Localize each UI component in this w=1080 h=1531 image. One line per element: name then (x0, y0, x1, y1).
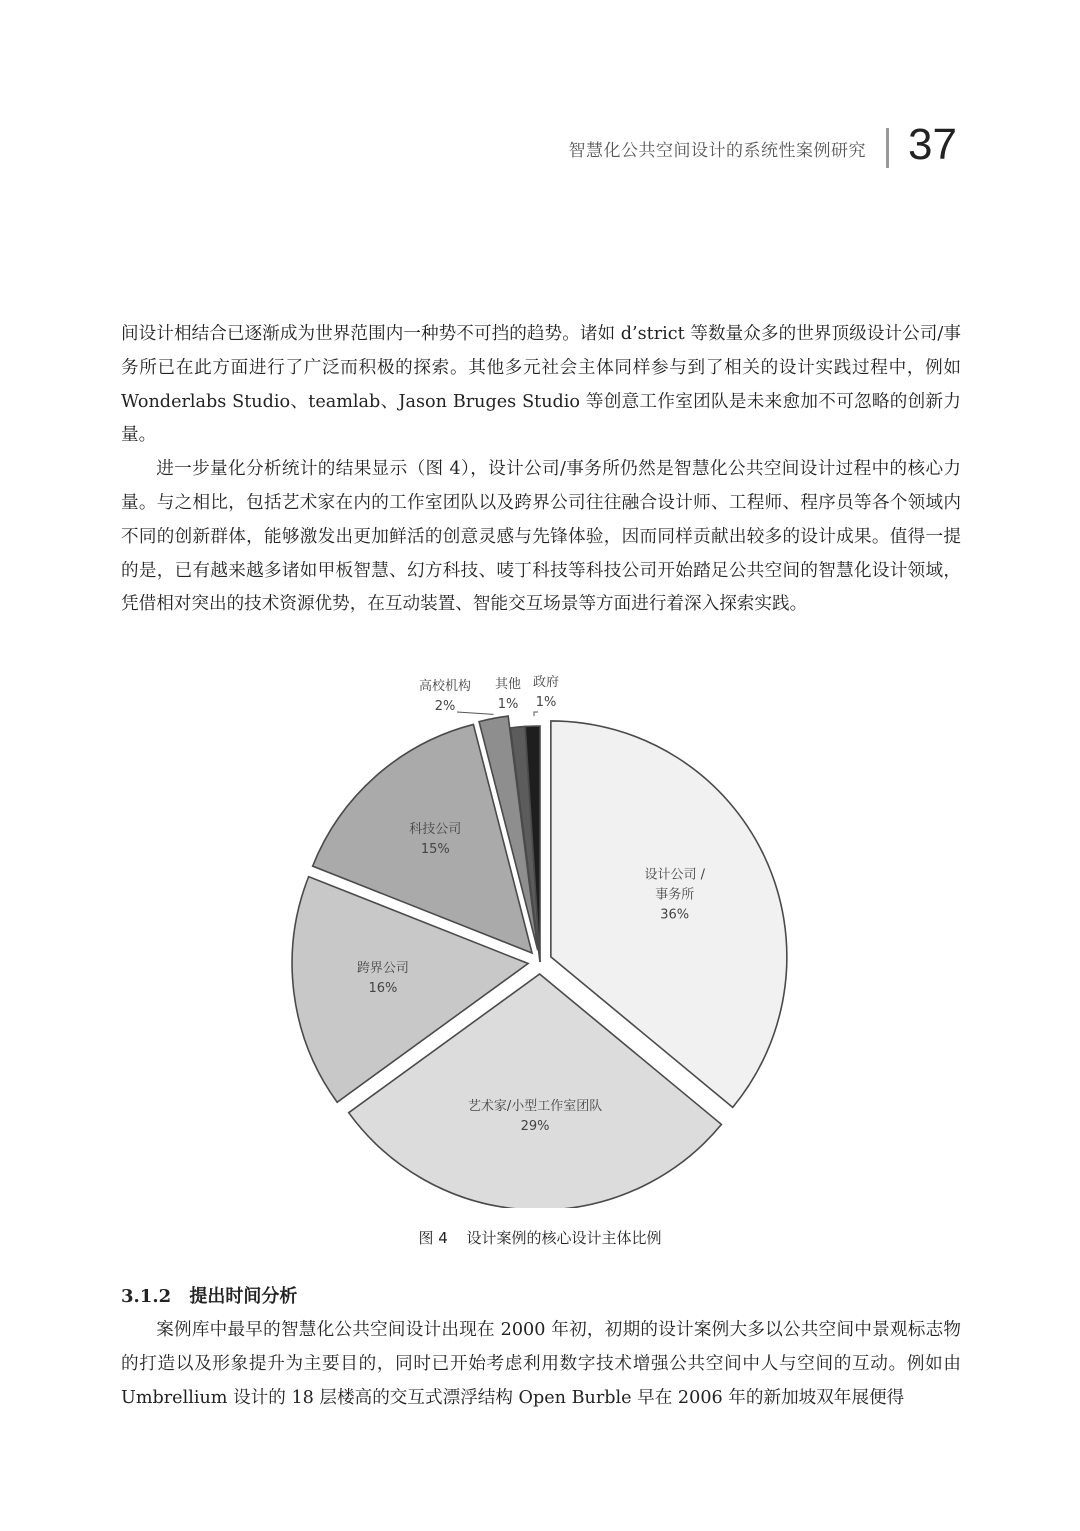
figure-number: 图 4 (418, 1229, 448, 1247)
paragraph: 案例库中最早的智慧化公共空间设计出现在 2000 年初，初期的设计案例大多以公共空间中景观标志物的打造以及形象提升为主要目的，同时已开始考虑利用数字技术增强公共空间中人与空间的互动。例如由 Umbrellium 设计的 18 层楼高的交互式漂浮结构 Open Burble 早在 2006 年的新加坡双年展便得 (121, 1320, 961, 1408)
figure-caption-text: 设计案例的核心设计主体比例 (466, 1229, 662, 1247)
running-title: 智慧化公共空间设计的系统性案例研究 (568, 141, 866, 161)
section-title: 提出时间分析 (189, 1286, 298, 1307)
slice-label: 事务所 (655, 887, 695, 903)
leader-line (534, 712, 538, 716)
section-heading (121, 1282, 297, 1308)
slice-value-label: 36% (660, 907, 690, 923)
slice-value-label: 15% (420, 842, 450, 858)
running-header (0, 120, 1080, 174)
slice-value-label: 16% (368, 980, 398, 996)
slice-value-label: 1% (497, 697, 519, 712)
figure-4 (290, 668, 790, 1208)
pie-chart (290, 668, 790, 1208)
body-text-bottom (121, 1314, 961, 1415)
page-number: 37 (908, 120, 957, 169)
slice-label: 艺术家/小型工作室团队 (467, 1099, 603, 1115)
section-number: 3.1.2 (121, 1286, 172, 1307)
slice-label: 其他 (494, 677, 522, 692)
slice-label: 科技公司 (409, 822, 462, 838)
header-divider (886, 128, 889, 168)
body-text-top (121, 318, 961, 622)
slice-value-label: 2% (434, 699, 456, 714)
slice-label: 跨界公司 (356, 960, 409, 976)
leader-line (457, 712, 494, 714)
paragraph: 进一步量化分析统计的结果显示（图 4），设计公司/事务所仍然是智慧化公共空间设计过程中的核心力量。与之相比，包括艺术家在内的工作室团队以及跨界公司往往融合设计师、工程师、程序员等各个领域内不同的创新群体，能够激发出更加鲜活的创意灵感与先锋体验，因而同样贡献出较多的设计成果。值得一提的是，已有越来越多诸如甲板智慧、幻方科技、唛丁科技等科技公司开始踏足公共空间的智慧化设计领域，凭借相对突出的技术资源优势，在互动装置、智能交互场景等方面进行着深入探索实践。 (121, 459, 961, 615)
slice-value-label: 29% (520, 1119, 550, 1135)
paragraph: 间设计相结合已逐渐成为世界范围内一种势不可挡的趋势。诸如 d’strict 等数量众多的世界顶级设计公司/事务所已在此方面进行了广泛而积极的探索。其他多元社会主体同样参与到了相关的设计实践过程中，例如 Wonderlabs Studio、teamlab、Jason Bruges Studio 等创意工作室团队是未来愈加不可忽略的创新力量。 (121, 324, 961, 446)
figure-caption (0, 1227, 1080, 1248)
slice-label: 政府 (532, 675, 560, 690)
slice-label: 设计公司 / (644, 867, 705, 883)
slice-label: 高校机构 (418, 679, 472, 694)
slice-value-label: 1% (535, 695, 557, 710)
